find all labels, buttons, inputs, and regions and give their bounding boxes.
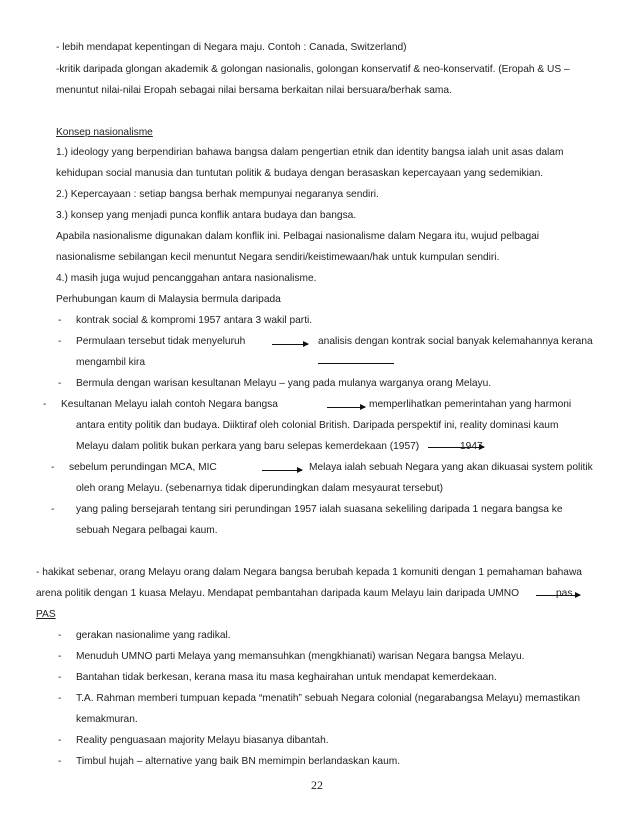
arrow-right-icon [262,470,302,471]
text-line: kehidupan social manusia dan tuntutan politik & budaya dengan berasaskan kepercayaan yang sedemikian. [56,168,544,179]
bullet-marker: - [58,378,62,389]
list-item: Bantahan tidak berkesan, kerana masa itu masa keghairahan untuk mendapat kemerdekaan. [76,672,497,683]
text-line: Apabila nasionalisme digunakan dalam konflik ini. Pelbagai nasionalisme dalam Negara itu, wujud pelbagai [56,231,540,242]
text-line: Perhubungan kaum di Malaysia bermula daripada [56,294,281,305]
list-item: Timbul hujah – alternative yang baik BN memimpin berlandaskan kaum. [76,756,401,767]
bullet-marker: - [58,315,62,326]
blank-underline [318,363,394,364]
text-line: 1.) ideology yang berpendirian bahawa bangsa dalam pengertian etnik dan identity bangsa ialah unit asas dalam [56,147,564,158]
list-item: Permulaan tersebut tidak menyeluruh [76,336,246,347]
text-line: - lebih mendapat kepentingan di Negara maju. Contoh : Canada, Switzerland) [56,42,407,53]
list-item-continuation: analisis dengan kontrak social banyak kelemahannya kerana [318,336,593,347]
bullet-marker: - [58,672,62,683]
year-annotation: 1947 [460,441,483,452]
text-line: nasionalisme sebilangan kecil menuntut Negara sendiri/keistimewaan/hak untuk kumpulan sendiri. [56,252,500,263]
bullet-marker: - [43,399,47,410]
list-item-continuation: Melayu dalam politik bukan perkara yang baru selepas kemerdekaan (1957) [76,441,420,452]
list-item-continuation: memperlihatkan pemerintahan yang harmoni [369,399,572,410]
section-heading: Konsep nasionalisme [56,127,153,138]
list-item-continuation: oleh orang Melayu. (sebenarnya tidak diperundingkan dalam mesyaurat tersebut) [76,483,443,494]
list-item-continuation: mengambil kira [76,357,146,368]
text-line: menuntut nilai-nilai Eropah sebagai nilai bersama berkaitan nilai bersuara/berhak sama. [56,85,452,96]
text-line: arena politik dengan 1 kuasa Melayu. Mendapat pembantahan daripada kaum Melayu lain daripada UMNO [36,588,520,599]
list-item: T.A. Rahman memberi tumpuan kepada “menatih” sebuah Negara colonial (negarabangsa Melayu) memastikan [76,693,580,704]
arrow-right-icon [272,344,308,345]
list-item-continuation: sebuah Negara pelbagai kaum. [76,525,218,536]
list-item-continuation: kemakmuran. [76,714,138,725]
list-item: kontrak social & kompromi 1957 antara 3 wakil parti. [76,315,313,326]
bullet-marker: - [58,756,62,767]
text-line: -kritik daripada glongan akademik & golongan nasionalis, golongan konservatif & neo-konservatif. (Eropah & US – [56,64,570,75]
list-item: Kesultanan Melayu ialah contoh Negara bangsa [61,399,278,410]
bullet-marker: - [51,462,55,473]
list-item: gerakan nasionalime yang radikal. [76,630,231,641]
page-number: 22 [311,778,323,792]
bullet-marker: - [58,336,62,347]
bullet-marker: - [58,651,62,662]
text-annotation: pas [556,588,573,599]
bullet-marker: - [58,735,62,746]
list-item: Reality penguasaan majority Melayu biasanya dibantah. [76,735,329,746]
list-item: Bermula dengan warisan kesultanan Melayu – yang pada mulanya warganya orang Melayu. [76,378,492,389]
text-line: - hakikat sebenar, orang Melayu orang dalam Negara bangsa berubah kepada 1 komuniti dengan 1 pemahaman bahawa [36,567,582,578]
list-item-continuation: antara entity politik dan budaya. Diiktiraf oleh colonial British. Daripada perspektif ini, reality dominasi kaum [76,420,559,431]
list-item-continuation: Melaya ialah sebuah Negara yang akan dikuasai system politik [309,462,593,473]
list-item: sebelum perundingan MCA, MIC [69,462,217,473]
text-line: 4.) masih juga wujud pencanggahan antara nasionalisme. [56,273,317,284]
bullet-marker: - [51,504,55,515]
list-item: yang paling bersejarah tentang siri perundingan 1957 ialah suasana sekeliling daripada 1 negara bangsa ke [76,504,563,515]
bullet-marker: - [58,630,62,641]
list-item: Menuduh UMNO parti Melaya yang memansuhkan (mengkhianati) warisan Negara bangsa Melayu. [76,651,525,662]
text-line: 2.) Kepercayaan : setiap bangsa berhak mempunyai negaranya sendiri. [56,189,379,200]
text-line: 3.) konsep yang menjadi punca konflik antara budaya dan bangsa. [56,210,357,221]
bullet-marker: - [58,693,62,704]
arrow-right-icon [327,407,365,408]
text-line: PAS [36,609,56,620]
